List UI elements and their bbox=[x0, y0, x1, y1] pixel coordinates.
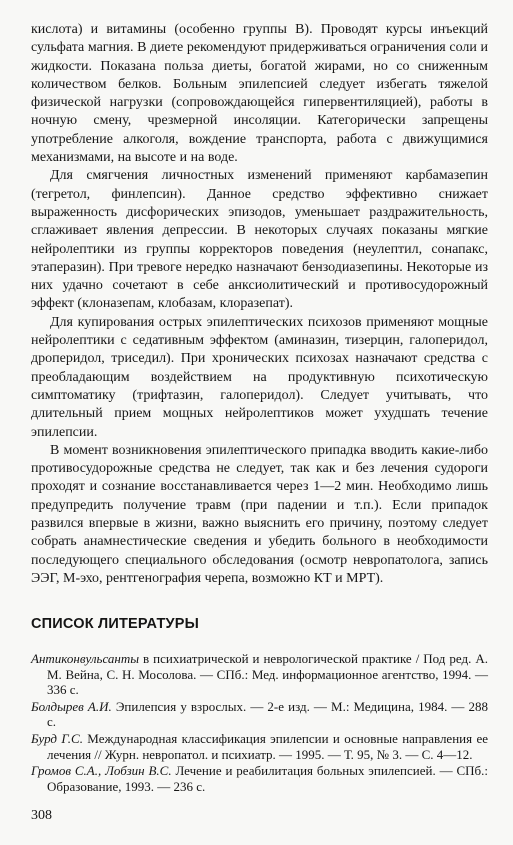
paragraph-seizure-first-aid: В момент возникновения эпилептического припадка вводить какие-либо противосудорожные средства не следует, так как и без лечения судороги проходят и сознание восстанавливается через 1—2 мин. Необходимо лишь предупредить получение травм (при падении и т.п.). Если припадок развился впервые в жизни, важно выяснить его причину, поэтому следует собрать анамнестические сведения и убедить больного в необходимости последующего специального обследования (осмотр невропатолога, запись ЭЭГ, М-эхо, рентгенография черепа, возможно КТ и МРТ). bbox=[31, 442, 488, 586]
references-heading: СПИСОК ЛИТЕРАТУРЫ bbox=[31, 616, 199, 632]
reference-author: Болдырев А.И. bbox=[31, 698, 112, 714]
reference-item bbox=[31, 699, 488, 730]
reference-details: Лечение и реабилитация больных эпилепсией. — СПб.: Образование, 1993. — 236 с. bbox=[47, 763, 488, 794]
reference-details: Эпилепсия у взрослых. — 2-е изд. — М.: Медицина, 1984. — 288 с. bbox=[47, 698, 488, 730]
reference-item bbox=[31, 651, 488, 698]
reference-item bbox=[31, 731, 488, 762]
reference-author: Бурд Г.С. bbox=[31, 730, 83, 746]
reference-author: Громов С.А., Лобзин В.С. bbox=[31, 763, 172, 779]
body-text bbox=[31, 21, 488, 588]
paragraph-acute-psychoses: Для купирования острых эпилептических психозов применяют мощные нейролептики с седативным эффектом (аминазин, тизерцин, галоперидол, дроперидол, триседил). При хронических психозах назначают средства с преобладающим воздействием на продуктивную психотическую симптоматику (трифтазин, галоперидол). Следует учитывать, что длительный прием мощных нейролептиков может ухудшать течение эпилепсии. bbox=[31, 314, 488, 440]
paragraph-personality-changes: Для смягчения личностных изменений применяют карбамазепин (тегретол, финлепсин). Данное средство эффективно снижает выраженность дисфорических эпизодов, уменьшает раздражительность, сглаживает явления депрессии. В некоторых случаях показаны мягкие нейролептики из группы корректоров поведения (неулептил, сонапакс, этаперазин). При тревоге нередко назначают бензодиазепины. Некоторые из них удачно сочетают в себе анксиолитический и противосудорожный эффект (клоназепам, клобазам, клоразепат). bbox=[31, 168, 488, 312]
references-list bbox=[31, 651, 488, 795]
reference-author: Антиконвульсанты bbox=[31, 651, 140, 666]
reference-details: Международная классификация эпилепсии и основные направления ее лечения // Журн. невропатол. и психиатр. — 1995. — Т. 95, № 3. — С. 4—12. bbox=[47, 730, 488, 762]
reference-item bbox=[31, 763, 488, 794]
paragraph-continued: кислота) и витамины (особенно группы В). Проводят курсы инъекций сульфата магния. В диете рекомендуют придерживаться ограничения соли и жидкости. Показана польза диеты, богатой жирами, но со сниженным количеством белков. Больным эпилепсией следует избегать тяжелой физической нагрузки (сопровождающейся гипервентиляцией), работы в ночную смену, чрезмерной инсоляции. Категорически запрещены употребление алкоголя, вождение транспорта, работа с движущимися механизмами, на высоте и на воде. bbox=[31, 22, 488, 166]
reference-details: в психиатрической и неврологической практике / Под ред. А. М. Вейна, С. Н. Мосолова. — СПб.: Мед. информационное агентство, 1994. — 336 с. bbox=[47, 651, 488, 698]
page-number: 308 bbox=[31, 808, 52, 823]
